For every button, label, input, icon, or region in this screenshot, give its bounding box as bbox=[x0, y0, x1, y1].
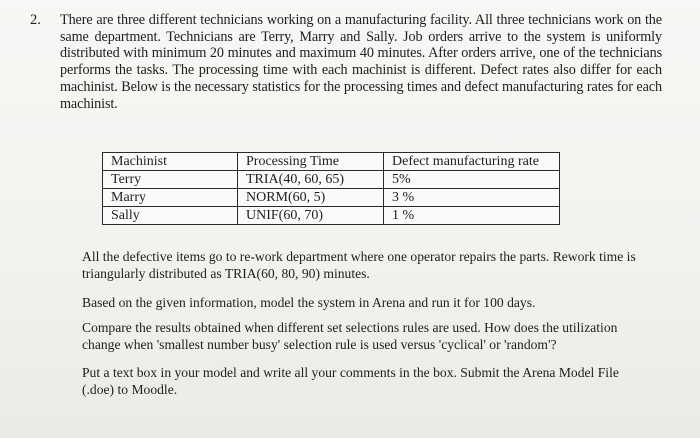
header-processing-time: Processing Time bbox=[238, 153, 384, 171]
table-row bbox=[103, 189, 560, 207]
machinist-statistics-table bbox=[102, 152, 560, 225]
cell-defect-rate: 1 % bbox=[384, 207, 560, 225]
header-machinist: Machinist bbox=[103, 153, 238, 171]
table-row bbox=[103, 171, 560, 189]
cell-processing-time: TRIA(40, 60, 65) bbox=[238, 171, 384, 189]
cell-machinist: Sally bbox=[103, 207, 238, 225]
comparison-question: Compare the results obtained when different set selections rules are used. How does the utilization change when 'smallest number busy' selection rule is used versus 'cyclical' or 'random'? bbox=[82, 320, 618, 352]
submission-instruction: Put a text box in your model and write all your comments in the box. Submit the Arena Model File (.doe) to Moodle. bbox=[82, 365, 619, 397]
cell-defect-rate: 5% bbox=[384, 171, 560, 189]
cell-defect-rate: 3 % bbox=[384, 189, 560, 207]
question-number: 2. bbox=[30, 12, 41, 28]
header-defect-rate: Defect manufacturing rate bbox=[384, 153, 560, 171]
table-row bbox=[103, 207, 560, 225]
cell-processing-time: UNIF(60, 70) bbox=[238, 207, 384, 225]
question-paragraph: There are three different technicians working on a manufacturing facility. All three technicians work on the same department. Technicians are Terry, Marry and Sally. Job orders arrive to the system is uniformly distributed with minimum 20 minutes and maximum 40 minutes. After orders arrive, one of the technicians performs the tasks. The processing time with each machinist is different. Defect rates also differ for each machinist. Below is the necessary statistics for the processing times and defect manufacturing rates for each machinist. bbox=[60, 12, 662, 112]
cell-machinist: Marry bbox=[103, 189, 238, 207]
table-header-row bbox=[103, 153, 560, 171]
arena-model-instruction: Based on the given information, model the system in Arena and run it for 100 days. bbox=[82, 295, 536, 310]
cell-processing-time: NORM(60, 5) bbox=[238, 189, 384, 207]
rework-paragraph: All the defective items go to re-work department where one operator repairs the parts. Rework time is triangularly distributed as TRIA(60, 80, 90) minutes. bbox=[82, 249, 636, 281]
cell-machinist: Terry bbox=[103, 171, 238, 189]
